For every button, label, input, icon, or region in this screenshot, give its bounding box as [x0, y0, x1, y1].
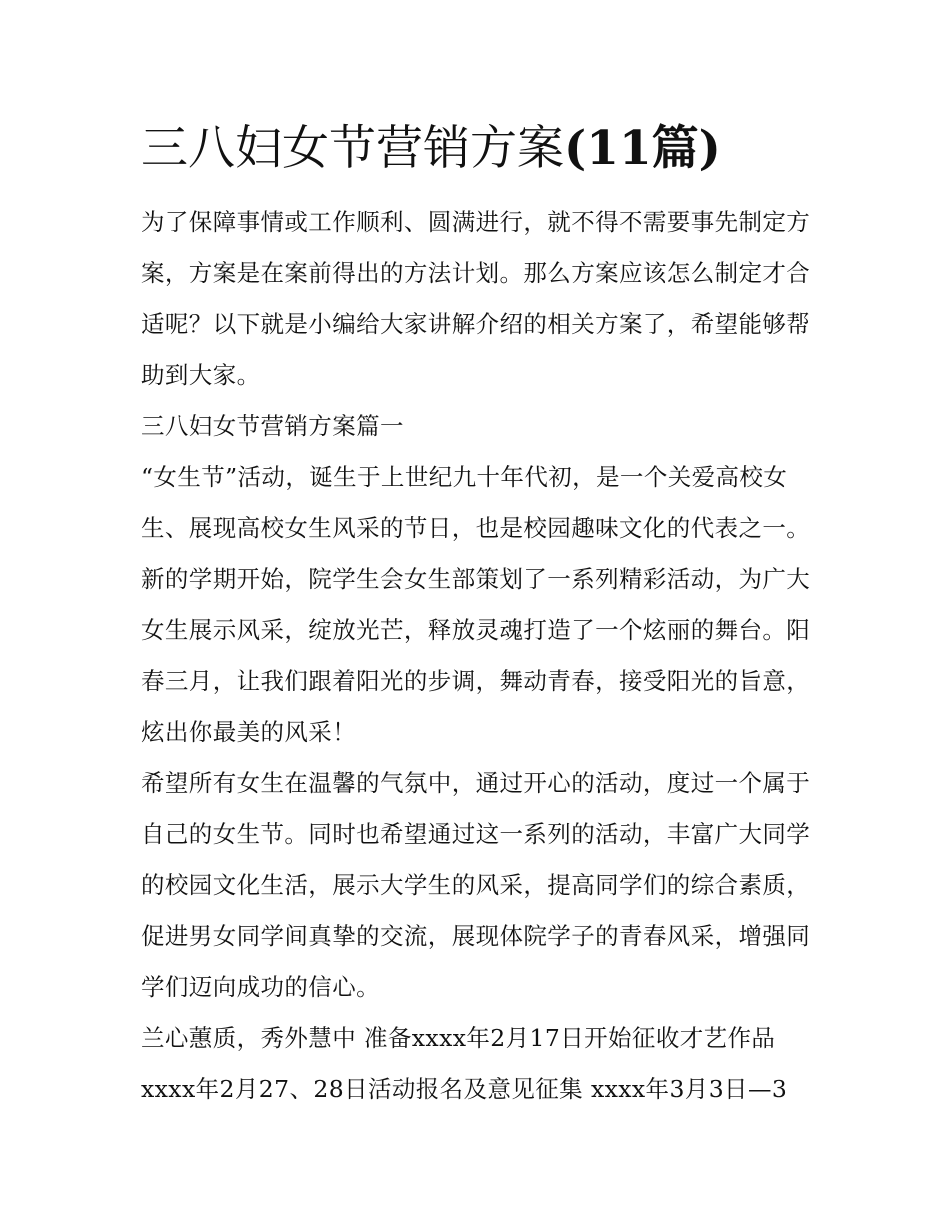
schedule-paragraph: 兰心蕙质，秀外慧中 准备xxxx年2月17日开始征收才艺作品xxxx年2月27、28日活动报名及意见征集 xxxx年3月3日—3: [141, 1024, 788, 1103]
body-paragraph: 希望所有女生在温馨的气氛中，通过开心的活动，度过一个属于自己的女生节。同时也希望通过这一系列的活动，丰富广大同学的校园文化生活，展示大学生的风采，提高同学们的综合素质，促进男女同学间真挚的交流，展现体院学子的青春风采，增强同学们迈向成功的信心。: [141, 769, 811, 1001]
section-heading: 三八妇女节营销方案篇一: [141, 412, 404, 440]
document-title-suffix: (11篇): [564, 121, 721, 176]
document-title-main: 三八妇女节营销方案: [141, 121, 564, 176]
intro-paragraph: 为了保障事情或工作顺利、圆满进行，就不得不需要事先制定方案，方案是在案前得出的方法计划。那么方案应该怎么制定才合适呢？以下就是小编给大家讲解介绍的相关方案了，希望能够帮助到大家。: [141, 208, 811, 389]
document-title: [141, 118, 821, 180]
document-body: [141, 118, 821, 1115]
body-paragraph: “女生节”活动，诞生于上世纪九十年代初，是一个关爱高校女生、展现高校女生风采的节日，也是校园趣味文化的代表之一。新的学期开始，院学生会女生部策划了一系列精彩活动，为广大女生展示风采，绽放光芒，释放灵魂打造了一个炫丽的舞台。阳春三月，让我们跟着阳光的步调，舞动青春，接受阳光的旨意，炫出你最美的风采！: [141, 463, 811, 746]
